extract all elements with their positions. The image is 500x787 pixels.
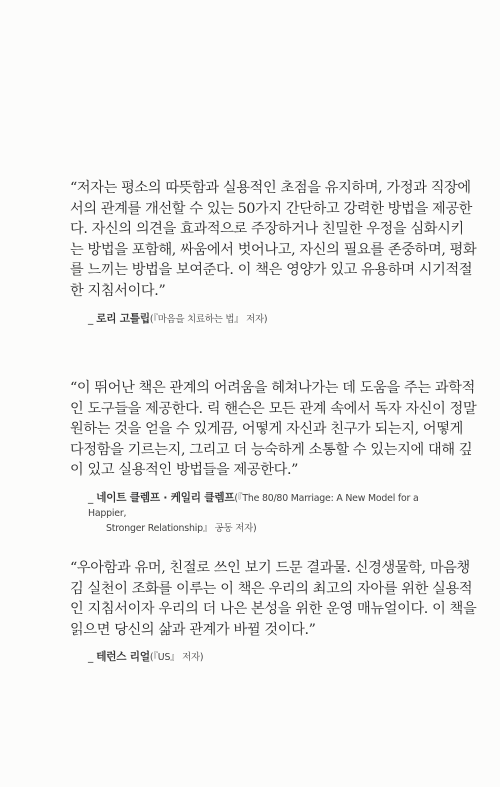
quote-line: 다정함을 기르는지, 그리고 더 능숙하게 소통할 수 있는지에 대해 깊: [70, 441, 473, 458]
attribution-dash: _: [88, 312, 94, 325]
endorsement-attribution: [70, 650, 432, 665]
quote-line: 인 도구들을 제공한다. 릭 핸슨은 모든 관계 속에서 독자 자신이 정말: [70, 400, 477, 417]
endorser-name: 네이트 클렘프 · 케일리 클렘프: [96, 491, 235, 504]
quote-line: 를 느끼는 방법을 보여준다. 이 책은 영양가 있고 유용하며 시기적절: [70, 262, 473, 279]
endorsement-blurb: [70, 558, 477, 665]
attribution-dash: _: [88, 491, 94, 504]
endorser-work: (『The 80/80 Marriage: A New Model for a Happier,: [88, 492, 419, 519]
quote-line: 인 지침서이자 우리의 더 나은 본성을 위한 운영 매뉴얼이다. 이 책을: [70, 601, 477, 618]
endorsement-attribution: [70, 312, 432, 327]
endorsement-blurb: [70, 178, 477, 327]
endorser-work: (『US』 저자): [149, 652, 204, 664]
endorsement-blurb: [70, 378, 477, 536]
quote-line: 김 실천이 조화를 이루는 이 책은 우리의 최고의 자아를 위한 실용적: [70, 580, 473, 597]
endorser-name: 로리 고틀립: [96, 312, 150, 325]
endorser-work-continued: Stronger Relationship』 공동 저자): [106, 522, 257, 534]
quote-line: 한 지침서이다.”: [70, 282, 166, 299]
quote-line: 이 있고 실용적인 방법들을 제공한다.”: [70, 462, 299, 479]
quote-line: “저자는 평소의 따뜻함과 실용적인 초점을 유지하며, 가정과 직장에: [70, 180, 471, 196]
quote-line: 원하는 것을 얻을 수 있게끔, 어떻게 자신과 친구가 되는지, 어떻게: [70, 421, 463, 438]
endorsement-quote: [70, 378, 477, 481]
quote-line: 읽으면 당신의 삶과 관계가 바뀔 것이다.”: [70, 621, 316, 638]
attribution-dash: _: [88, 651, 94, 664]
endorsement-quote: [70, 558, 477, 640]
quote-line: 서의 관계를 개선할 수 있는 50가지 간단하고 강력한 방법을 제공한: [70, 200, 473, 217]
quote-line: “이 뛰어난 책은 관계의 어려움을 헤쳐나가는 데 도움을 주는 과학적: [70, 380, 475, 396]
endorsement-attribution: [70, 491, 432, 536]
quote-line: “우아함과 유머, 친절로 쓰인 보기 드문 결과물. 신경생물학, 마음챙: [70, 560, 470, 576]
quote-line: 다. 자신의 의견을 효과적으로 주장하거나 친밀한 우정을 심화시키: [70, 221, 464, 238]
endorser-name: 테런스 리얼: [96, 651, 150, 664]
quote-line: 는 방법을 포함해, 싸움에서 벗어나고, 자신의 필요를 존중하며, 평화: [70, 241, 477, 258]
endorser-work: (『마음을 치료하는 법』 저자): [149, 313, 268, 325]
endorsement-quote: [70, 178, 477, 302]
